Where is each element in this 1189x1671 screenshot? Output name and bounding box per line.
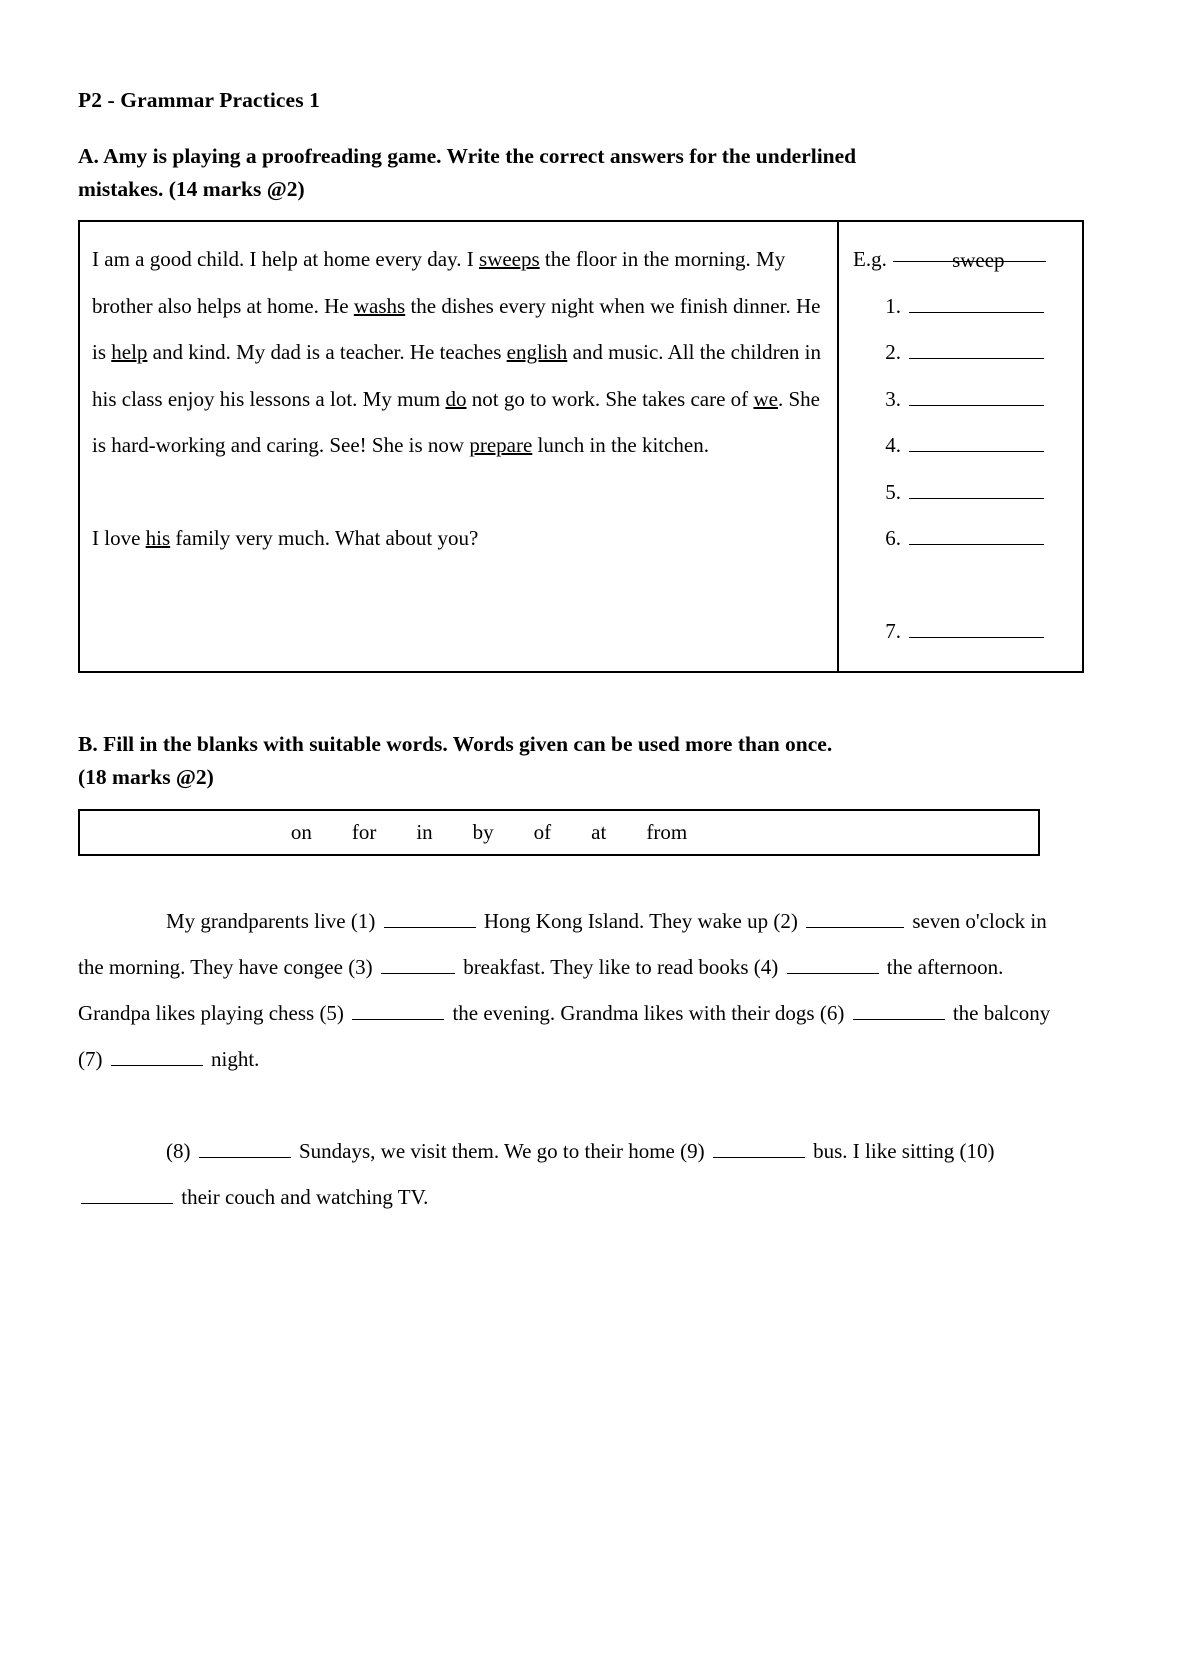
passage-text: I am a good child. I help at home every day. I <box>92 247 480 272</box>
answer-blank-7[interactable] <box>909 612 1044 638</box>
proofreading-table <box>78 220 1084 673</box>
word-bank-item-from: from <box>646 819 688 844</box>
passage-text: the dishes every night when we finish dinner. He is <box>92 293 821 365</box>
passage-text: not go to work. She takes care of <box>466 386 754 411</box>
cloze-p1-t7: the balcony (7) <box>78 1000 1051 1071</box>
passage-text: . She is hard-working and caring. See! She is now <box>92 386 820 458</box>
answer-blank-3[interactable] <box>909 380 1044 406</box>
cloze-paragraph-1 <box>78 898 1053 1082</box>
answer-label-4: 4. <box>885 433 901 458</box>
word-bank-item-of: of <box>533 819 552 844</box>
passage-cell <box>79 221 838 672</box>
answer-row-3 <box>853 376 1082 423</box>
answer-example-value: sweep <box>952 248 1005 273</box>
cloze-paragraph-2 <box>78 1128 1053 1220</box>
cloze-blank-1[interactable] <box>384 907 476 928</box>
answer-label-3: 3. <box>885 386 901 411</box>
answer-row-1 <box>853 283 1082 330</box>
answer-blank-6[interactable] <box>909 519 1044 545</box>
cloze-blank-2[interactable] <box>806 907 904 928</box>
word-bank-item-on: on <box>290 819 312 844</box>
passage-final-text: I love <box>92 526 146 551</box>
answer-blank-4[interactable] <box>909 426 1044 452</box>
section-b-heading-line2: (18 marks @2) <box>78 765 214 790</box>
passage-final-text: family very much. What about you? <box>170 526 479 551</box>
cloze-blank-7[interactable] <box>111 1045 203 1066</box>
cloze-blank-8[interactable] <box>199 1137 291 1158</box>
passage-error-word: help <box>111 340 148 365</box>
passage-error-word: sweeps <box>479 247 540 272</box>
passage-spacer <box>92 469 821 516</box>
cloze-passage <box>78 898 1053 1220</box>
section-b-heading <box>78 728 1053 795</box>
word-bank-item-at: at <box>591 819 607 844</box>
cloze-p1-t4: breakfast. They like to read books (4) <box>463 954 779 979</box>
answers-cell <box>838 221 1083 672</box>
passage-error-word: washs <box>353 293 406 318</box>
answer-example-label: E.g. <box>853 247 887 272</box>
cloze-p1-t1: My grandparents live (1) <box>166 908 376 933</box>
passage-text: the floor in the morning. My brother also helps at home. He <box>92 247 786 318</box>
section-a-heading-line2: mistakes. (14 marks @2) <box>78 177 305 202</box>
cloze-p2-t1: (8) <box>166 1138 191 1163</box>
section-a-heading <box>78 140 1053 207</box>
answer-blank-1[interactable] <box>909 287 1044 313</box>
answer-blank-2[interactable] <box>909 333 1044 359</box>
passage-text: and kind. My dad is a teacher. He teaches <box>147 340 507 365</box>
section-b-heading-line1: B. Fill in the blanks with suitable words. Words given can be used more than once. <box>78 731 833 756</box>
passage-text: and music. All the children in his class enjoy his lessons a lot. My mum <box>92 340 822 411</box>
cloze-p1-t3: seven o'clock in the morning. They have congee (3) <box>78 908 1047 979</box>
answer-example-blank <box>893 236 1046 273</box>
passage-final-error-word: his <box>145 526 171 551</box>
cloze-blank-9[interactable] <box>713 1137 805 1158</box>
cloze-blank-6[interactable] <box>853 999 945 1020</box>
passage-error-word: do <box>445 386 467 411</box>
answer-label-2: 2. <box>885 340 901 365</box>
answer-blank-5[interactable] <box>909 473 1044 499</box>
table-row <box>79 221 1083 672</box>
answer-label-6: 6. <box>885 526 901 551</box>
passage-error-word: we <box>753 386 778 411</box>
cloze-p1-t2: Hong Kong Island. They wake up (2) <box>483 908 798 933</box>
proofreading-passage <box>92 236 821 469</box>
answer-label-1: 1. <box>885 293 901 318</box>
word-bank-item-in: in <box>416 819 433 844</box>
word-bank-item-by: by <box>472 819 494 844</box>
proofreading-passage-final-line <box>92 515 821 562</box>
answer-row-6 <box>853 515 1082 562</box>
cloze-p1-t6: the evening. Grandma likes with their dogs (6) <box>452 1000 845 1025</box>
passage-text: lunch in the kitchen. <box>532 433 710 458</box>
cloze-p1-t5: the afternoon. Grandpa likes playing chess (5) <box>78 954 1004 1025</box>
cloze-blank-10[interactable] <box>81 1183 173 1204</box>
passage-error-word: prepare <box>469 433 533 458</box>
cloze-blank-3[interactable] <box>381 953 455 974</box>
word-bank-list <box>291 820 827 845</box>
cloze-p1-t8: night. <box>211 1046 260 1071</box>
answer-row-5 <box>853 469 1082 516</box>
answer-row-7 <box>853 608 1082 655</box>
cloze-p2-t2: Sundays, we visit them. We go to their home (9) <box>299 1138 705 1163</box>
answer-row-4 <box>853 422 1082 469</box>
section-a-heading-line1: A. Amy is playing a proofreading game. Write the correct answers for the underlined <box>78 143 857 168</box>
answer-label-5: 5. <box>885 479 901 504</box>
cloze-p2-t3: bus. I like sitting (10) <box>813 1138 995 1163</box>
cloze-p2-t4: their couch and watching TV. <box>181 1184 429 1209</box>
answer-label-7: 7. <box>885 619 901 644</box>
cloze-blank-4[interactable] <box>787 953 879 974</box>
cloze-blank-5[interactable] <box>352 999 444 1020</box>
passage-error-word: english <box>506 340 568 365</box>
answer-row-2 <box>853 329 1082 376</box>
answer-row-example <box>853 236 1082 283</box>
answer-rows-spacer <box>853 562 1082 609</box>
word-bank-box <box>78 809 1040 856</box>
page-title: P2 - Grammar Practices 1 <box>78 88 320 112</box>
word-bank-item-for: for <box>351 819 377 844</box>
